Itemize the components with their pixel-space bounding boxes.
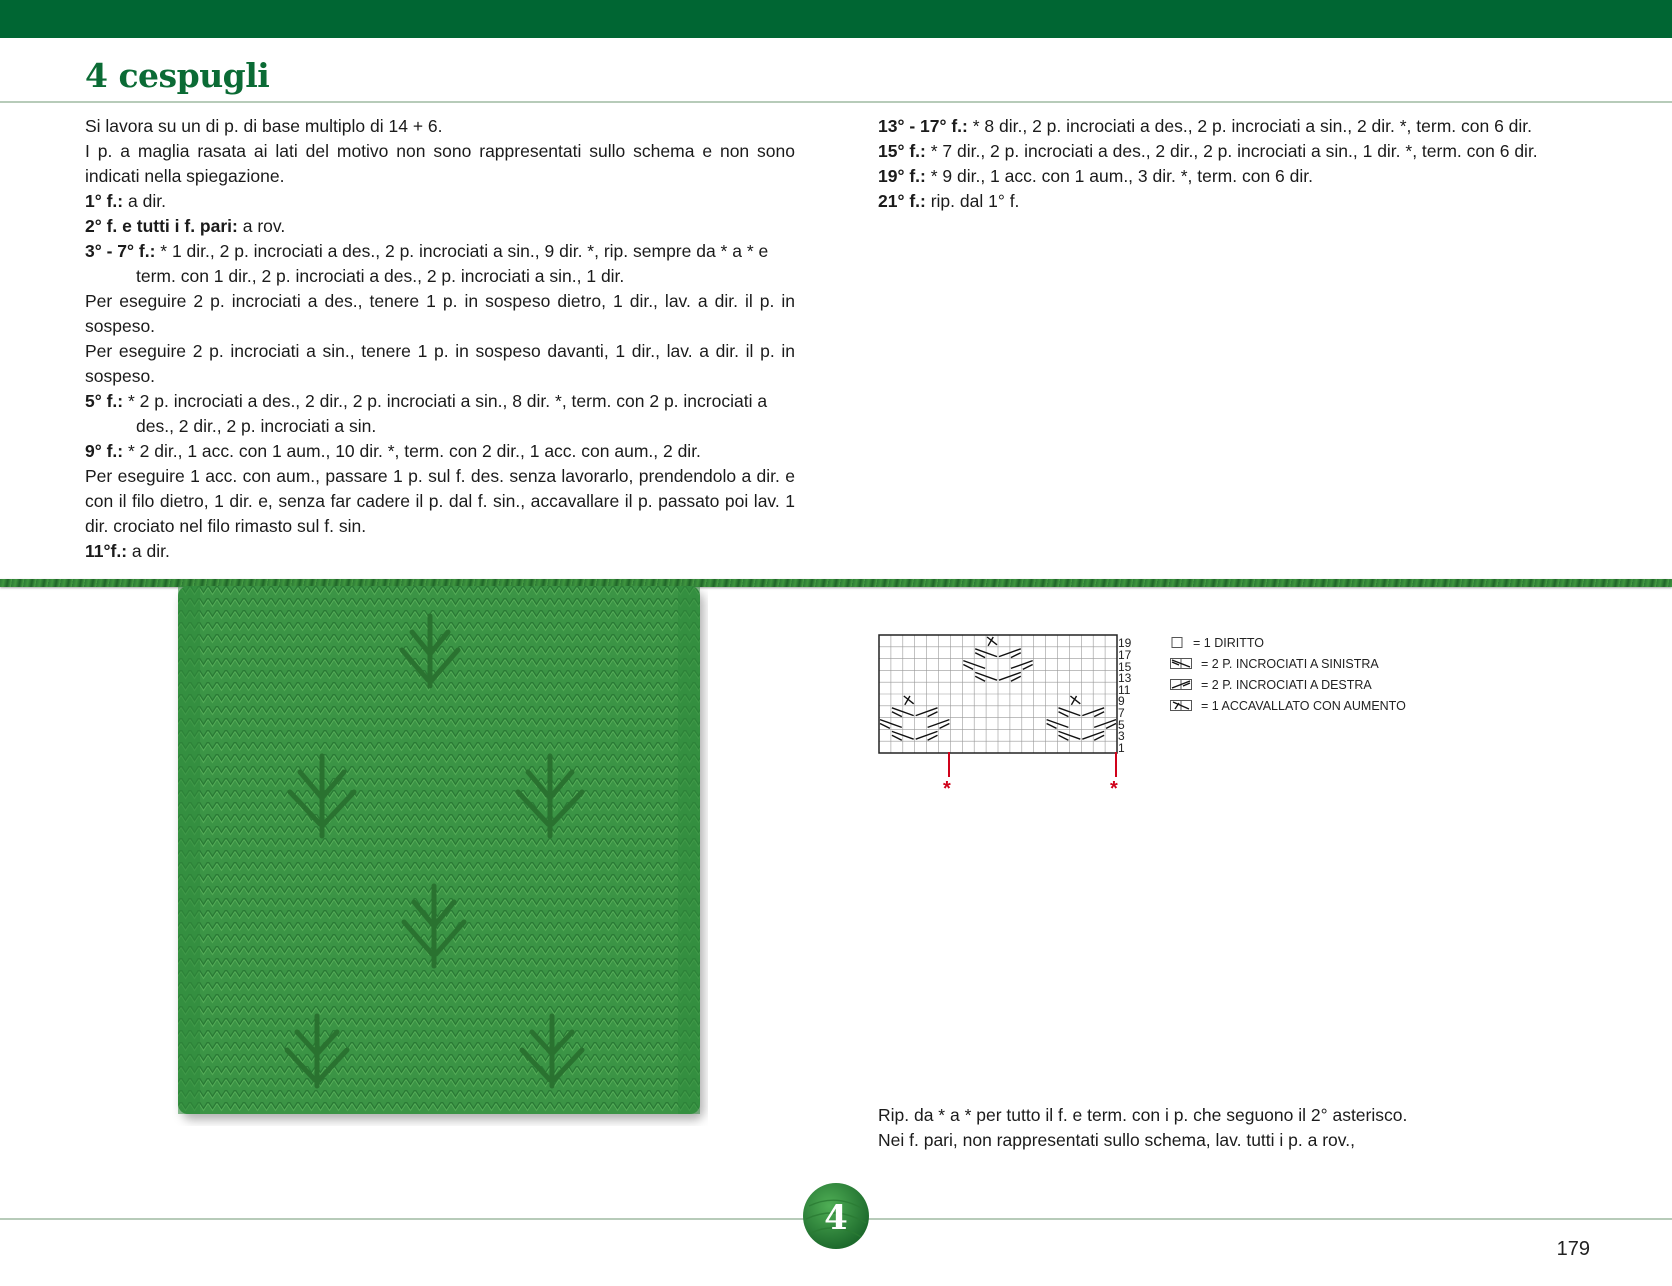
repeat-note: Rip. da * a * per tutto il f. e term. con i p. che seguono il 2° asterisco. bbox=[878, 1105, 1408, 1125]
row-19-text: * 9 dir., 1 acc. con 1 aum., 3 dir. *, term. con 6 dir. bbox=[930, 166, 1313, 186]
row-2-text: a rov. bbox=[242, 216, 286, 236]
slip-increase-icon bbox=[1170, 700, 1192, 711]
repeat-asterisk-left: * bbox=[943, 778, 951, 798]
cross-left-icon bbox=[1170, 658, 1192, 669]
stitch-symbol-stroke bbox=[975, 676, 985, 681]
row-2-instruction bbox=[85, 214, 795, 239]
stitch-symbol-stroke bbox=[892, 712, 902, 717]
chapter-number: 4 bbox=[824, 1198, 848, 1238]
stitch-symbol-stroke bbox=[963, 665, 973, 670]
legend-label: = 1 ACCAVALLATO CON AUMENTO bbox=[1201, 698, 1406, 713]
row-15-label: 15° f.: bbox=[878, 141, 926, 161]
page-title: 4 cespugli bbox=[85, 56, 270, 95]
empty-square-icon bbox=[1170, 637, 1184, 648]
stitch-symbol-stroke bbox=[1047, 724, 1057, 729]
instructions-right-column bbox=[878, 114, 1618, 214]
row-11-label: 11°f.: bbox=[85, 541, 128, 561]
even-rows-note: Nei f. pari, non rappresentati sullo schema, lav. tutti i p. a rov., bbox=[878, 1130, 1355, 1150]
yarn-ball-chapter-badge bbox=[801, 1181, 871, 1251]
stitch-symbol-stroke bbox=[1059, 712, 1069, 717]
intro-text: Si lavora su un di p. di base multiplo di 14 + 6. bbox=[85, 116, 443, 136]
stitch-symbol-stroke bbox=[928, 712, 938, 717]
legend-item-cross-left bbox=[1170, 653, 1470, 674]
row-19-instruction bbox=[878, 164, 1618, 189]
legend-label: = 2 P. INCROCIATI A SINISTRA bbox=[1201, 656, 1379, 671]
instructions-left-column bbox=[85, 114, 795, 564]
row-13-text: * 8 dir., 2 p. incrociati a des., 2 p. incrociati a sin., 2 dir. *, term. con 6 dir. bbox=[972, 116, 1533, 136]
row-number: 11 bbox=[1118, 683, 1131, 697]
row-3-instruction bbox=[85, 239, 795, 289]
legend-label: = 2 P. INCROCIATI A DESTRA bbox=[1201, 677, 1372, 692]
legend-label: = 1 DIRITTO bbox=[1193, 635, 1264, 650]
stitch-symbol-stroke bbox=[940, 724, 950, 729]
stitch-symbol-stroke bbox=[928, 735, 938, 740]
selvedge-note: I p. a maglia rasata ai lati del motivo non sono rappresentati sullo schema e non sono indicati nella spiegazione. bbox=[85, 141, 795, 186]
stitch-symbol-stroke bbox=[880, 724, 890, 729]
row-15-text: * 7 dir., 2 p. incrociati a des., 2 dir., 2 p. incrociati a sin., 1 dir. *, term. con 6 dir. bbox=[930, 141, 1538, 161]
cross-right-explanation: Per eseguire 2 p. incrociati a des., tenere 1 p. in sospeso dietro, 1 dir., lav. a dir. il p. in sospeso. bbox=[85, 291, 795, 336]
chart-notes bbox=[878, 1103, 1578, 1153]
cross-left-explanation: Per eseguire 2 p. incrociati a sin., tenere 1 p. in sospeso davanti, 1 dir., lav. a dir. il p. in sospeso. bbox=[85, 341, 795, 386]
row-2-label: 2° f. e tutti i f. pari: bbox=[85, 216, 238, 236]
row-number: 19 bbox=[1118, 636, 1132, 650]
row-1-text: a dir. bbox=[128, 191, 166, 211]
legend-item-knit bbox=[1170, 632, 1470, 653]
row-3-text: * 1 dir., 2 p. incrociati a des., 2 p. incrociati a sin., 9 dir. *, rip. sempre da * a * e term. con 1 dir., 2 p. incrociati a des., 2 p. incrociati a sin., 1 dir. bbox=[136, 241, 769, 286]
row-number: 17 bbox=[1118, 648, 1132, 662]
stitch-symbol-stroke bbox=[1023, 665, 1033, 670]
stitch-symbol-stroke bbox=[1106, 724, 1116, 729]
row-5-instruction bbox=[85, 389, 795, 439]
stitch-symbol-stroke bbox=[1094, 712, 1104, 717]
row-1-label: 1° f.: bbox=[85, 191, 124, 211]
top-color-bar bbox=[0, 0, 1672, 38]
row-11-text: a dir. bbox=[131, 541, 170, 561]
chart-row-numbers bbox=[1118, 636, 1132, 755]
stitch-symbol-stroke bbox=[975, 653, 985, 658]
row-number: 9 bbox=[1118, 694, 1125, 708]
row-number: 3 bbox=[1118, 729, 1125, 743]
cross-right-icon bbox=[1170, 679, 1192, 690]
row-9-label: 9° f.: bbox=[85, 441, 124, 461]
row-21-label: 21° f.: bbox=[878, 191, 926, 211]
repeat-asterisk-right: * bbox=[1110, 778, 1118, 798]
row-1-instruction bbox=[85, 189, 795, 214]
row-21-text: rip. dal 1° f. bbox=[930, 191, 1020, 211]
row-21-instruction bbox=[878, 189, 1618, 214]
row-5-label: 5° f.: bbox=[85, 391, 124, 411]
stitch-symbol-stroke bbox=[1011, 676, 1021, 681]
title-divider bbox=[0, 101, 1672, 103]
stitch-symbol-stroke bbox=[892, 735, 902, 740]
row-number: 15 bbox=[1118, 660, 1132, 674]
slip-increase-explanation: Per eseguire 1 acc. con aum., passare 1 p. sul f. des. senza lavorarlo, prendendolo a dir. e con il filo dietro, 1 dir. e, senza far cadere il p. dal f. sin., accavallare il p. passato poi lav. 1 dir. crociato nel filo rimasto sul f. sin. bbox=[85, 466, 795, 536]
page-number: 179 bbox=[1556, 1238, 1590, 1260]
row-number: 5 bbox=[1118, 718, 1125, 732]
stitch-symbol-stroke bbox=[1094, 735, 1104, 740]
row-9-instruction bbox=[85, 439, 795, 464]
row-13-instruction bbox=[878, 114, 1618, 139]
knitted-swatch-photo bbox=[172, 586, 708, 1126]
row-9-text: * 2 dir., 1 acc. con 1 aum., 10 dir. *, term. con 2 dir., 1 acc. con aum., 2 dir. bbox=[128, 441, 701, 461]
chart-legend bbox=[1170, 632, 1470, 716]
row-5-text: * 2 p. incrociati a des., 2 dir., 2 p. incrociati a sin., 8 dir. *, term. con 2 p. incrociati a des., 2 dir., 2 p. incrociati a sin. bbox=[128, 391, 768, 436]
row-15-instruction bbox=[878, 139, 1618, 164]
row-number: 13 bbox=[1118, 671, 1132, 685]
chart-grid bbox=[879, 635, 1117, 753]
row-11-instruction bbox=[85, 539, 795, 564]
row-number: 7 bbox=[1118, 706, 1125, 720]
row-number: 1 bbox=[1118, 741, 1125, 755]
legend-item-cross-right bbox=[1170, 674, 1470, 695]
stitch-symbol-stroke bbox=[1011, 653, 1021, 658]
legend-item-slip-increase bbox=[1170, 695, 1470, 716]
stitch-symbol-stroke bbox=[1059, 735, 1069, 740]
row-13-label: 13° - 17° f.: bbox=[878, 116, 968, 136]
row-3-label: 3° - 7° f.: bbox=[85, 241, 156, 261]
row-19-label: 19° f.: bbox=[878, 166, 926, 186]
